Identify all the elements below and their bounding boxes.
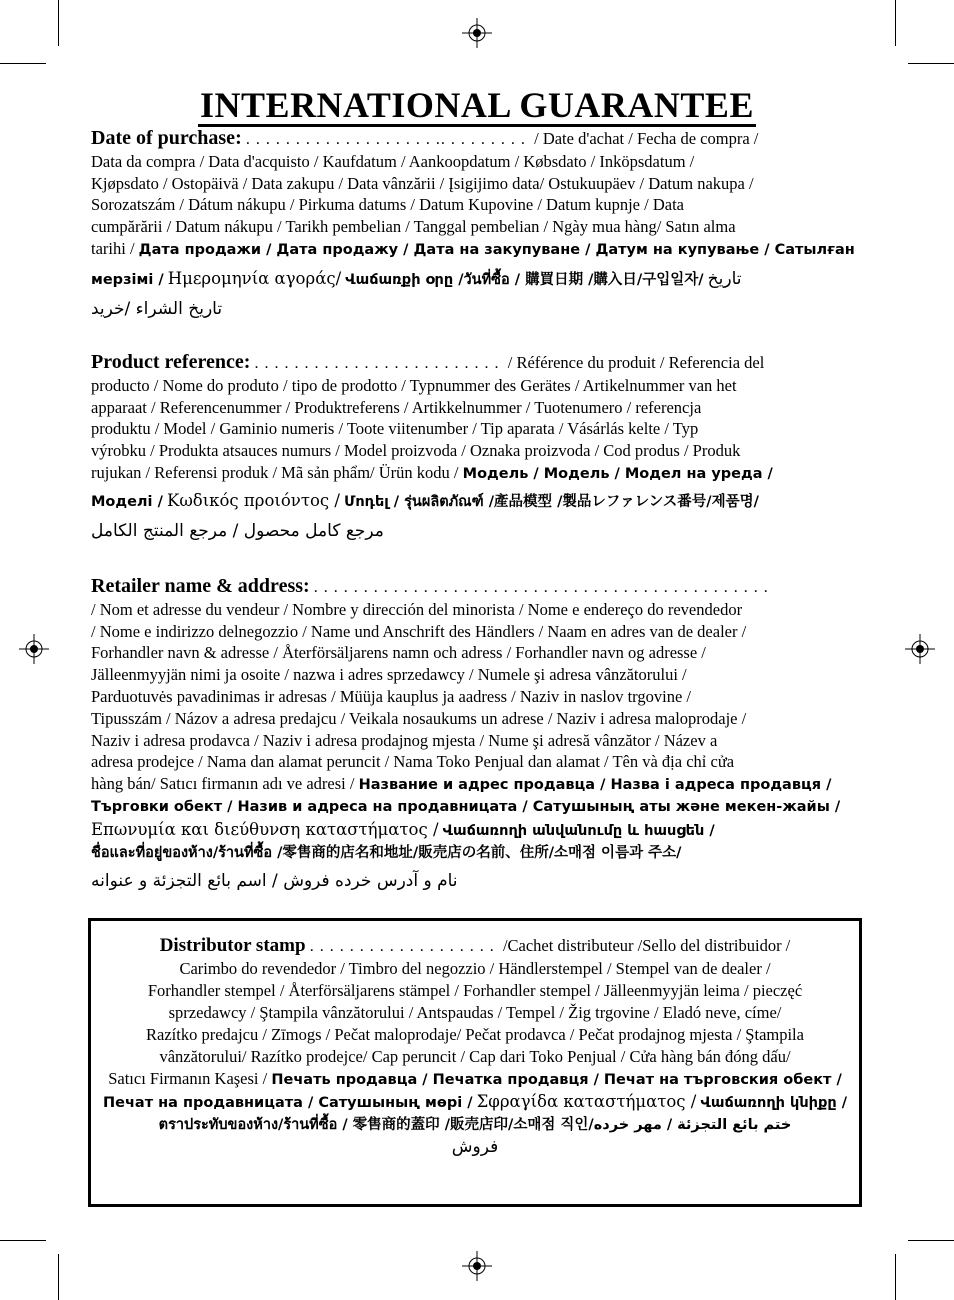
stamp-heading: Distributor stamp	[159, 935, 306, 956]
crop-mark	[58, 1254, 59, 1300]
crop-mark	[908, 63, 954, 64]
registration-mark-icon	[905, 634, 935, 664]
distributor-stamp-box[interactable]	[88, 918, 862, 1207]
crop-mark	[0, 63, 46, 64]
retailer-section: Retailer name & address: . . . . . . . . . . . . . . . . . . . . . . . . . . . . . . . . . . . . . . . . . . . . . . / Nom et adresse du vendeur / Nombre y dirección del minorista / Nome e endereço do revendedor / Nome e indirizzo delnegozzio / Name und Anschrift des Händlers / Naam en adres van de dealer / Forhandler navn & adresse / Återförsäljarens namn och adress / Forhandler navn og adresse / Jälleenmyyjän nimi ja osoite / nazwa i adres sprzedawcy / Numele şi adresa vânzătorului / Parduotuvės pavadinimas ir adresas / Müüja kauplus ja aadress / Naziv in naslov trgovine / Tipusszám / Názov a adresa predajcu / Veikala nosaukums un adrese / Naziv i adresa maloprodaje / Naziv i adresa prodavca / Naziv i adresa prodajnog mjesta / Nume şi adresă vânzător / Název a adresa prodejce / Nama dan alamat peruncit / Nama Toko Penjual dan alamat / Tên và địa chỉ cửa hàng bán/ Satıcı firmanın adı ve adresi / Название и адрес продавца / Назва і адреса продавця / Търговки обект / Назив и адреса на продавницата / Сатушының аты және мекен-жайы / Επωνυμία και διεύθυνση καταστήματος / Վաճառողի անվանումը և հասցեն / ชื่อและที่อยู่ของห้าง/ร้านที่ซื้อ /零售商的店名和地址/販売店の名前、住所/소매점 이름과 주소/ نام و آدرس خرده فروش / اسم بائع التجزئة و عنوانه	[91, 575, 841, 892]
retailer-dots[interactable]: . . . . . . . . . . . . . . . . . . . . . . . . . . . . . . . . . . . . . . . . . . . . . .	[313, 579, 769, 596]
retailer-heading: Retailer name & address:	[91, 575, 310, 597]
crop-mark	[908, 1240, 954, 1241]
product-heading: Product reference:	[91, 351, 251, 373]
purchase-dots[interactable]: . . . . . . . . . . . . . . . . . . . .. . . . . . . . .	[245, 131, 526, 148]
crop-mark	[895, 1254, 896, 1300]
registration-mark-icon	[462, 18, 492, 48]
stamp-text: Distributor stamp . . . . . . . . . . . . . . . . . . . /Cachet distributeur /Sello del distribuidor / Carimbo do revendedor / Timbro del negozzio / Händlerstempel / Stempel van de dealer / Forhandler stempel / Återförsäljarens stämpel / Forhandler stempel / Jälleenmyyjän leima / pieczęć sprzedawcy / Ştampila vânzătorului / Antspaudas / Tempel / Žig trgovine / Eladó neve, címe/ Razítko predajcu / Zīmogs / Pečat maloprodaje/ Pečat prodavca / Pečat prodajnog mjesta / Ştampila vânzătorului/ Razítko prodejce/ Cap peruncit / Cap dari Toko Penjual / Cửa hàng bán đóng dấu/ Satıcı Firmanın Kaşesi / Печать продавца / Печатка продавця / Печат на търговския обект / Печат на продавницата / Сатушының мөрі / Σφραγίδα καταστήματος / Վաճառողի կնիքը / ตราประทับของห้าง/ร้านที่ซื้อ / 零售商的蓋印 /販売店印/소매점 직인/ختم بائع التجزئة / مهر خرده فروش	[102, 935, 847, 1157]
registration-mark-icon	[462, 1251, 492, 1281]
crop-mark	[0, 1240, 46, 1241]
crop-mark	[895, 0, 896, 46]
product-section: Product reference: . . . . . . . . . . . . . . . . . . . . . . . . . / Référence du produit / Referencia del producto / Nome do produto / tipo de prodotto / Typnummer des Gerätes / Artikelnummer van het apparaat / Referencenummer / Produktreferens / Artikkelnummer / Tuotenumero / referencja produktu / Model / Gaminio numeris / Toote viitenumber / Tip aparata / Vásárlás kelte / Typ výrobku / Produkta atsauces numurs / Model proizvoda / Oznaka proizvoda / Cod produs / Produk rujukan / Referensi produk / Mã sản phẩm/ Ürün kodu / Модель / Модель / Модел на уреда / Моделі / Κωδικός προιόντος / Մոդել / รุ่นผลิตภัณฑ์ /產品模型 /製品レファレンス番号/제품명/ مرجع كامل محصول / مرجع المنتج الكامل	[91, 351, 773, 541]
crop-mark	[58, 0, 59, 46]
page-title: INTERNATIONAL GUARANTEE	[200, 85, 754, 125]
purchase-heading: Date of purchase:	[91, 127, 242, 149]
product-dots[interactable]: . . . . . . . . . . . . . . . . . . . . . . . . .	[254, 355, 500, 372]
registration-mark-icon	[19, 634, 49, 664]
purchase-section: Date of purchase: . . . . . . . . . . . . . . . . . . . .. . . . . . . . . / Date d'achat / Fecha de compra / Data da compra / Data d'acquisto / Kaufdatum / Aankoopdatum / Købsdato / Inköpsdatum / Kjøpsdato / Ostopäivä / Data zakupu / Data vânzării / Įsigijimo data/ Ostukuupäev / Datum nakupa / Sorozatszám / Dátum nákupu / Pirkuma datums / Datum Kupovine / Datum kupnje / Data cumpărării / Datum nákupu / Tarikh pembelian / Tanggal pembelian / Ngày mua hàng/ Satın alma tarihi / Дата продажи / Дата продажу / Дата на закупуване / Датум на купување / Сатылған мерзімі / Ημερομηνία αγοράς/ Վաճառքի օրը /วันที่ซื้อ / 購買日期 /購入日/구입일자/ تاريخ تاريخ الشراء /خريد	[91, 127, 855, 319]
